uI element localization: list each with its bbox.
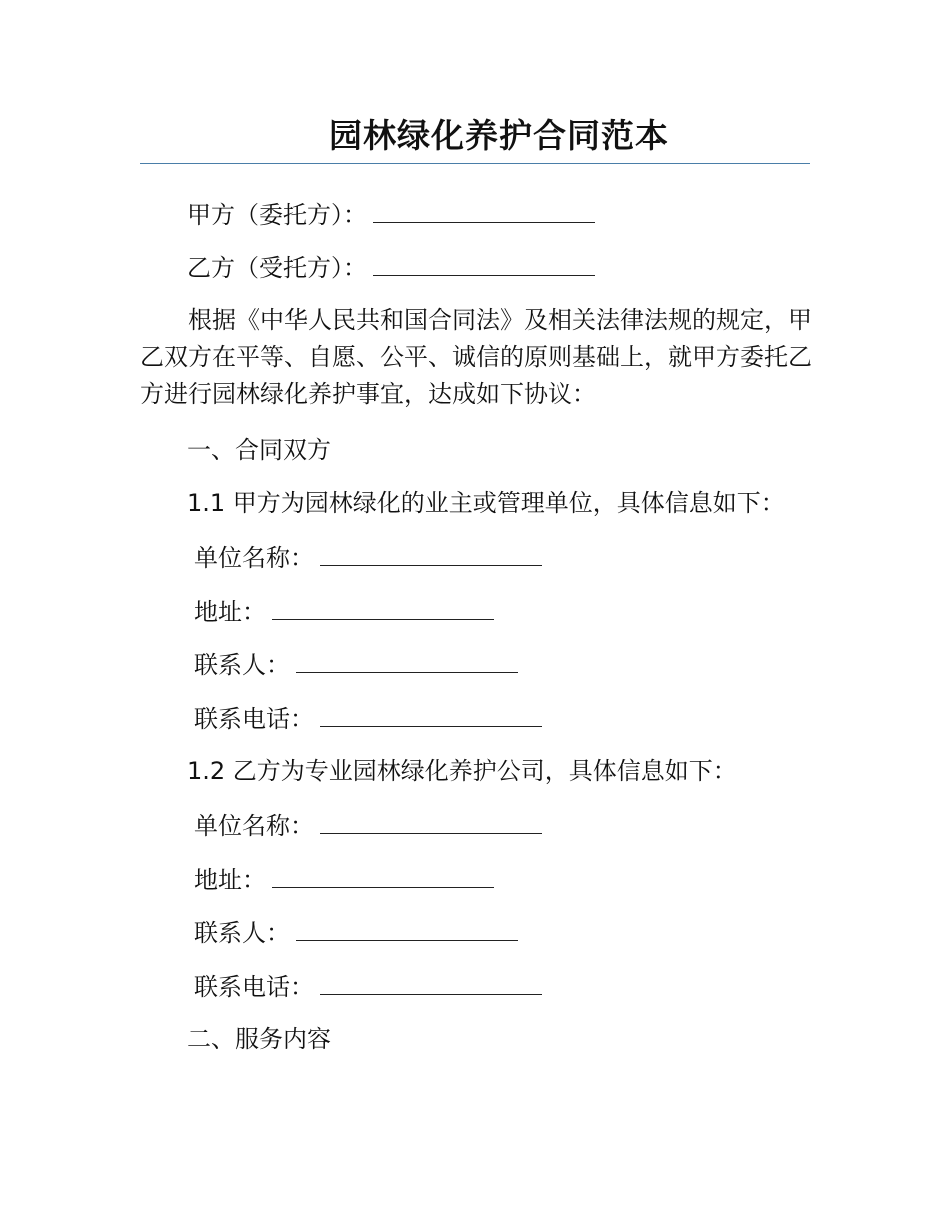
b-contact-line (194, 916, 518, 949)
b-address-label: 地址： (194, 866, 266, 894)
a-unit-name-label: 单位名称： (194, 544, 314, 572)
b-contact-blank[interactable] (296, 916, 518, 941)
a-phone-label: 联系电话： (194, 705, 314, 733)
section2-heading: 二、服务内容 (187, 1025, 331, 1053)
a-contact-label: 联系人： (194, 651, 290, 679)
document-title: 园林绿化养护合同范本 (329, 116, 669, 155)
a-address-line (194, 595, 494, 628)
party-a-blank[interactable] (373, 198, 595, 223)
b-unit-name-blank[interactable] (320, 809, 542, 834)
intro-paragraph: 根据《中华人民共和国合同法》及相关法律法规的规定，甲乙双方在平等、自愿、公平、诚信的原则基础上，就甲方委托乙方进行园林绿化养护事宜，达成如下协议： (140, 306, 812, 408)
b-address-line (194, 863, 494, 896)
a-phone-line (194, 702, 542, 735)
section1-heading: 一、合同双方 (187, 436, 331, 464)
a-phone-blank[interactable] (320, 702, 542, 727)
a-address-blank[interactable] (272, 595, 494, 620)
a-unit-name-line (194, 541, 542, 574)
b-unit-name-line (194, 809, 542, 842)
a-address-label: 地址： (194, 598, 266, 626)
party-a-label: 甲方（委托方）： (187, 201, 367, 229)
title-underline (140, 163, 810, 164)
a-contact-blank[interactable] (296, 648, 518, 673)
party-b-blank[interactable] (373, 251, 595, 276)
b-address-blank[interactable] (272, 863, 494, 888)
b-unit-name-label: 单位名称： (194, 812, 314, 840)
party-b-line (187, 251, 595, 284)
clause-1-2: 1.2 乙方为专业园林绿化养护公司，具体信息如下： (187, 757, 737, 785)
b-phone-label: 联系电话： (194, 973, 314, 1001)
b-phone-blank[interactable] (320, 970, 542, 995)
party-a-line (187, 198, 595, 231)
b-phone-line (194, 970, 542, 1003)
a-unit-name-blank[interactable] (320, 541, 542, 566)
party-b-label: 乙方（受托方）： (187, 254, 367, 282)
clause-1-1: 1.1 甲方为园林绿化的业主或管理单位，具体信息如下： (187, 489, 785, 517)
b-contact-label: 联系人： (194, 919, 290, 947)
a-contact-line (194, 648, 518, 681)
